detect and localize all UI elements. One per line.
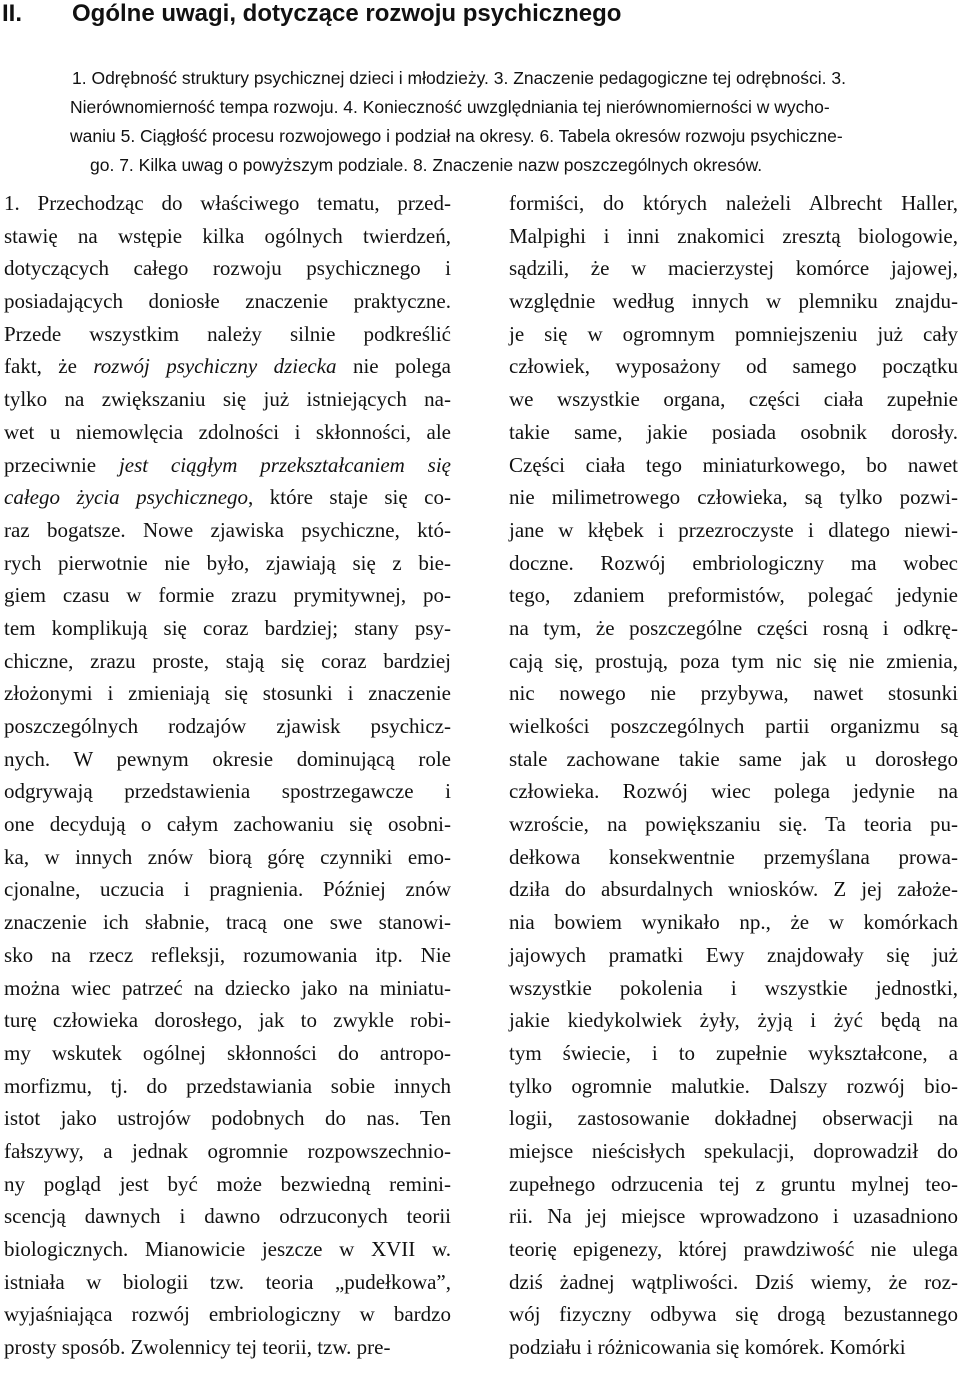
synopsis-line: go. 7. Kilka uwag o powyższym podziale. 8. Znaczenie nazw poszczególnych okresów. bbox=[90, 155, 763, 175]
chapter-title: Ogólne uwagi, dotyczące rozwoju psychicznego bbox=[72, 0, 622, 27]
text-line: zupełnego odrzucenia tej z gruntu mylnej teo- bbox=[509, 1171, 958, 1196]
text-line: człowieka. Rozwój wiec polega jedynie na bbox=[509, 779, 958, 804]
text-line: takie same, jakie posiada osobnik dorosły. bbox=[509, 419, 958, 444]
text-line: cają się, prostują, poza tym nic się nie zmienia, bbox=[509, 648, 958, 673]
text-line: fałszywy, a jednak ogromnie rozpowszechnio- bbox=[4, 1138, 451, 1163]
body-column-right bbox=[509, 187, 958, 1364]
text-line: chiczne, zrazu proste, stają się coraz bardziej bbox=[4, 648, 451, 673]
text-line: formiści, do których należeli Albrecht Haller, bbox=[509, 191, 958, 215]
text-line: przeciwnie jest ciągłym przekształcaniem się bbox=[4, 452, 451, 477]
text-line: wój fizyczny odbywa się drogą bezustannego bbox=[509, 1302, 958, 1327]
text-line: fakt, że rozwój psychiczny dziecka nie polega bbox=[4, 354, 452, 379]
text-line: można wiec patrzeć na dziecko jako na miniatu- bbox=[4, 975, 451, 1000]
text-line: tego, zdaniem preformistów, polegać jedynie bbox=[509, 583, 958, 608]
text-line: we wszystkie organa, części ciała zupełnie bbox=[509, 387, 958, 412]
text-line: rych pierwotnie nie było, zjawiają się z bie- bbox=[4, 550, 451, 575]
text-line: dziła do absurdalnych wniosków. Z jej założe- bbox=[509, 877, 958, 902]
chapter-heading bbox=[2, 0, 621, 28]
text-line: sądzili, że w macierzystej komórce jajowej, bbox=[509, 256, 958, 281]
synopsis-line: Nierównomierność tempa rozwoju. 4. Konieczność uwzględniania tej nierównomierności w wycho- bbox=[70, 97, 830, 117]
text-line: stawię na wstępie kilka ogólnych twierdzeń, bbox=[4, 223, 451, 248]
synopsis-line: waniu 5. Ciągłość procesu rozwojowego i podział na okresy. 6. Tabela okresów rozwoju psychiczne- bbox=[70, 126, 843, 146]
text-line: ka, w innych znów biorą górę czynniki emo- bbox=[4, 844, 451, 869]
text-line: na tym, że poszczególne części rosną i odkrę- bbox=[509, 615, 958, 640]
text-line: Przede wszystkim należy silnie podkreślić bbox=[4, 321, 451, 346]
text-line: względnie według innych w plemniku znajdu- bbox=[509, 289, 958, 314]
text-line: dziś żadnej wątpliwości. Dziś wiemy, że roz- bbox=[509, 1269, 958, 1294]
text-line: nych. W pewnym okresie dominującą role bbox=[4, 746, 451, 771]
text-line: nie milimetrowego człowieka, są tylko pozwi- bbox=[509, 485, 958, 510]
text-line: 1. Przechodząc do właściwego tematu, przed- bbox=[4, 191, 451, 215]
synopsis-line: 1. Odrębność struktury psychicznej dzieci i młodzieży. 3. Znaczenie pedagogiczne tej odrębności. 3. bbox=[72, 68, 846, 88]
text-line: sko na rzecz refleksji, rozumowania itp. Nie bbox=[4, 942, 451, 967]
text-line: znaczenie ich słabnie, tracą one swe stanowi- bbox=[4, 910, 451, 935]
text-line: tylko ogromnie malutkie. Dalszy rozwój bio- bbox=[509, 1073, 958, 1098]
text-line: dotyczących całego rozwoju psychicznego i bbox=[4, 256, 451, 281]
text-line: one decydują o całym zachowaniu się osobni- bbox=[4, 812, 451, 837]
chapter-number: II. bbox=[2, 0, 23, 27]
text-line: giem czasu w formie zrazu prymitywnej, po- bbox=[4, 583, 451, 608]
text-line: tem komplikują się coraz bardziej; stany psy- bbox=[4, 615, 451, 640]
text-line: człowiek, wyposażony od samego początku bbox=[509, 354, 958, 379]
text-line: wyjaśniająca rozwój embriologiczny w bardzo bbox=[4, 1302, 451, 1327]
text-line: prosty sposób. Zwolennicy tej teorii, tzw. pre- bbox=[4, 1335, 391, 1360]
text-line: wzroście, na powiększaniu się. Ta teoria pu- bbox=[509, 812, 958, 837]
text-line: doczne. Rozwój embriologiczny ma wobec bbox=[509, 550, 958, 575]
text-line: Malpighi i inni znakomici zresztą biologowie, bbox=[509, 223, 958, 248]
text-line: odgrywają przedstawienia spostrzegawcze i bbox=[4, 779, 451, 804]
text-line: je się w ogromnym pomniejszeniu już cały bbox=[509, 321, 958, 346]
text-line: raz bogatsze. Nowe zjawiska psychiczne, któ- bbox=[4, 517, 451, 542]
text-line: stale zachowane takie same jak u dorosłego bbox=[509, 746, 958, 771]
text-line: biologicznych. Mianowicie jeszcze w XVII w. bbox=[4, 1237, 451, 1261]
text-line: wet u niemowlęcia zdolności i skłonności, ale bbox=[4, 419, 451, 444]
text-line: złożonymi i zmieniają się stosunki i znaczenie bbox=[4, 681, 451, 706]
text-line: rii. Na jej miejsce wprowadzono i uzasadniono bbox=[509, 1204, 958, 1229]
text-line: wielkości poszczególnych partii organizmu są bbox=[509, 714, 958, 738]
text-line: logii, zastosowanie dokładnej obserwacji na bbox=[509, 1106, 958, 1131]
chapter-synopsis bbox=[72, 64, 950, 180]
text-line: scencją dawnych i dawno odrzuconych teorii bbox=[4, 1204, 451, 1229]
text-line: istot jako ustrojów podobnych do nas. Ten bbox=[4, 1106, 451, 1131]
text-line: posiadających doniosłe znaczenie praktyczne. bbox=[4, 289, 451, 314]
text-line: miejsce nieścisłych spekulacji, doprowadził do bbox=[509, 1138, 958, 1163]
text-line: turę człowieka dorosłego, jak to zwykle robi- bbox=[4, 1008, 451, 1033]
text-line: dełkowa konsekwentnie przemyślana prowa- bbox=[509, 844, 958, 869]
text-line: całego życia psychicznego, które staje się co- bbox=[4, 485, 451, 510]
text-line: jakie kiedykolwiek żyły, żyją i żyć będą na bbox=[509, 1008, 958, 1033]
emphasis-text: jest ciągłym przekształcaniem się bbox=[118, 452, 451, 477]
text-line: istniała w biologii tzw. teoria „pudełkowa”, bbox=[4, 1269, 451, 1294]
text-line: Części ciała tego miniaturkowego, bo nawet bbox=[509, 452, 958, 477]
text-line: nic nowego nie przybywa, nawet stosunki bbox=[509, 681, 958, 706]
text-line: tylko na zwiększaniu się już istniejących na- bbox=[4, 387, 451, 412]
text-line: nia bowiem wynikało np., że w komórkach bbox=[509, 910, 958, 935]
text-line: tym świecie, i to zupełnie wykształcone, a bbox=[509, 1040, 958, 1065]
text-line: jane w kłębek i przezroczyste i dlatego niewi- bbox=[509, 517, 958, 542]
text-line: my wskutek ogólnej skłonności do antropo- bbox=[4, 1040, 451, 1065]
text-line: morfizmu, tj. do przedstawiania sobie innych bbox=[4, 1073, 451, 1098]
text-line: poszczególnych rodzajów zjawisk psychicz- bbox=[4, 714, 451, 738]
emphasis-text: rozwój psychiczny dziecka bbox=[93, 354, 337, 379]
text-line: wszystkie pokolenia i wszystkie jednostki, bbox=[509, 975, 958, 1000]
text-line: podziału i różnicowania się komórek. Komórki bbox=[509, 1335, 906, 1360]
text-line: jajowych pramatki Ewy znajdowały się już bbox=[509, 942, 958, 967]
text-line: ny pogląd jest być może bezwiedną remini- bbox=[4, 1171, 451, 1196]
text-line: cjonalne, uczucia i pragnienia. Później znów bbox=[4, 877, 451, 902]
body-column-left bbox=[4, 187, 451, 1364]
text-line: teorię epigenezy, której prawdziwość nie ulega bbox=[509, 1237, 958, 1261]
emphasis-text: całego życia psychicznego bbox=[4, 485, 249, 510]
